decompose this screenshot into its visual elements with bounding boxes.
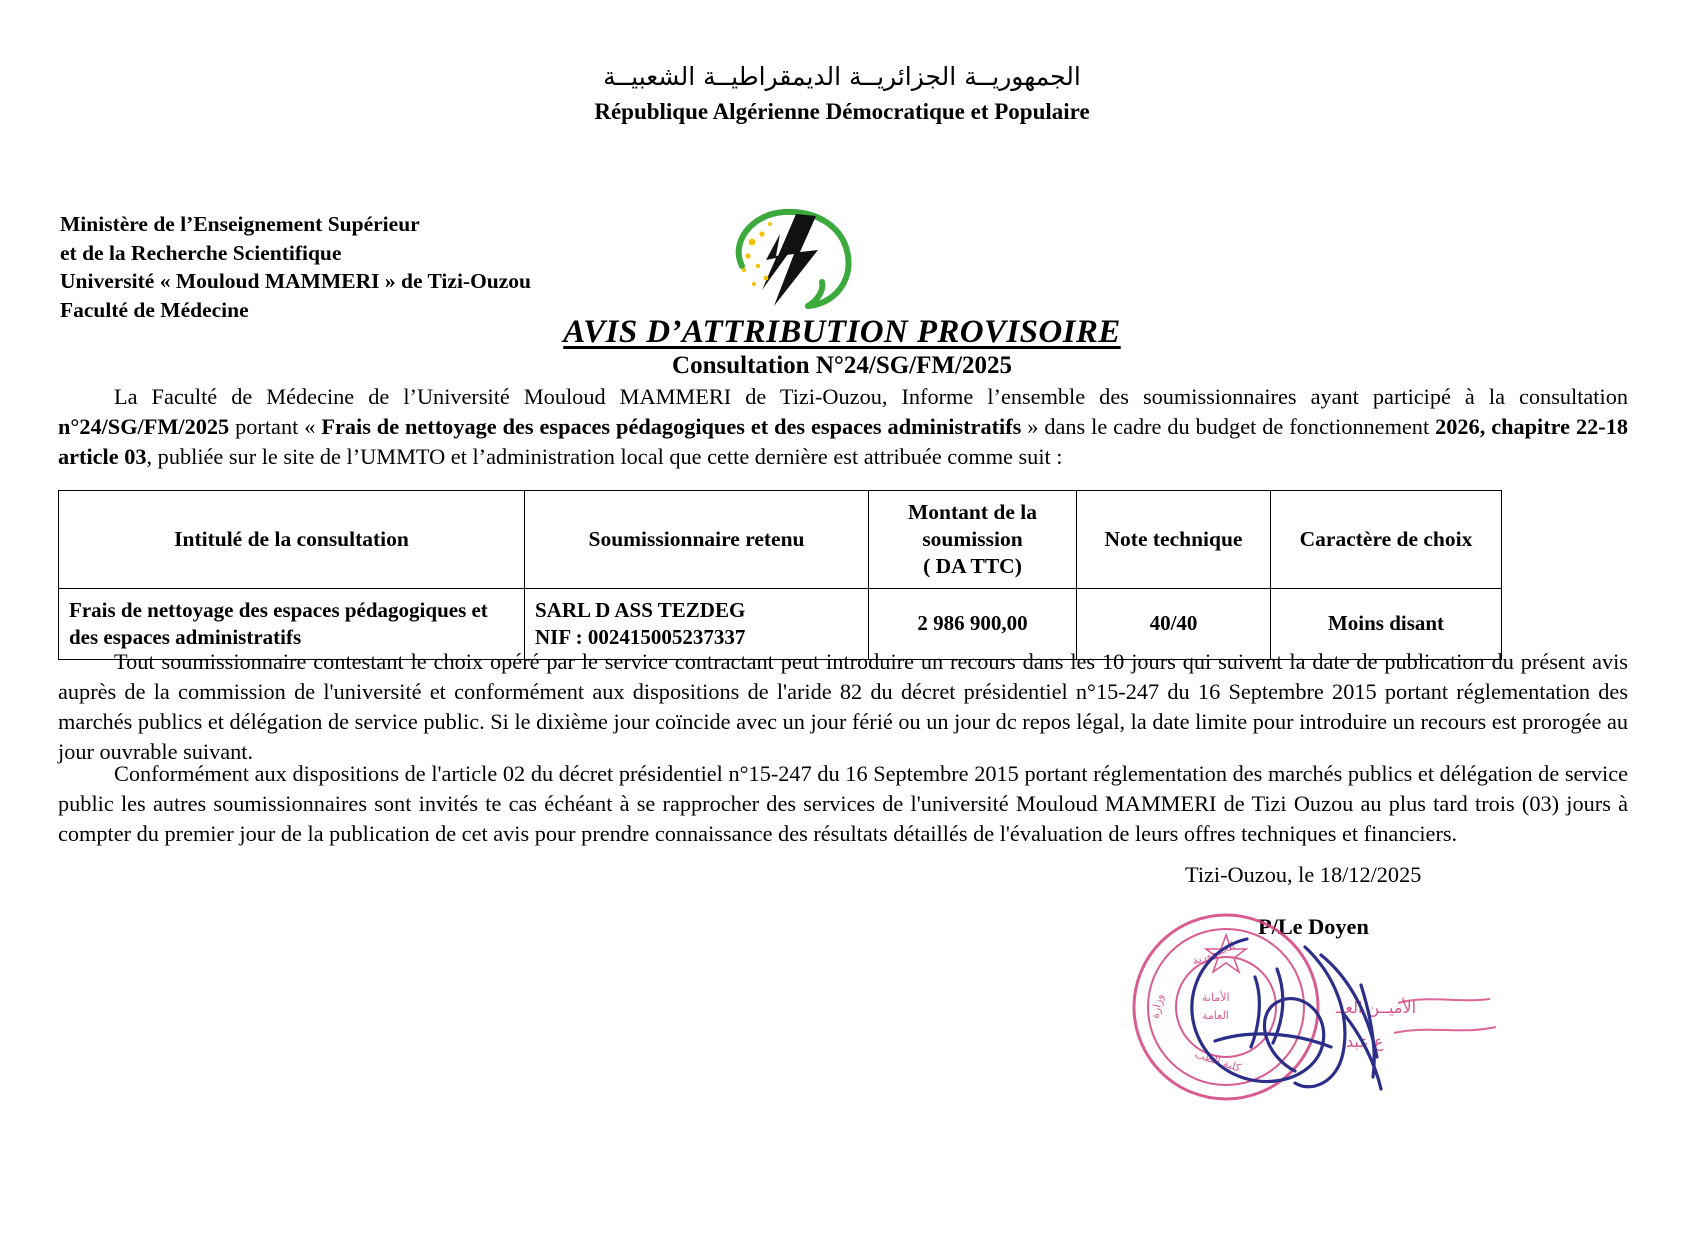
svg-text:الأميــن العــ: الأميــن العــ [1336, 998, 1417, 1017]
cell-caractere-choix: Moins disant [1271, 588, 1502, 660]
document-page [0, 62, 1684, 1253]
signer-title: P/Le Doyen [1258, 914, 1369, 939]
intro-part2: portant « [229, 413, 322, 439]
intro-reference: n°24/SG/FM/2025 [58, 413, 230, 439]
arabic-republic-line: الجمهوريــة الجزائريــة الديمقراطيــة الشعبيــة [603, 62, 1081, 91]
th-montant [869, 491, 1077, 589]
th-intitule: Intitulé de la consultation [59, 491, 525, 589]
intro-part1: La Faculté de Médecine de l’Université Mouloud MAMMERI de Tizi-Ouzou, Informe l’ensemble des soumissionnaires ayant participé à la consultation [114, 384, 1628, 409]
intro-budget: 2026, chapitre 22-18 article 03 [58, 413, 1629, 469]
intro-part3: » dans le cadre du budget de fonctionnement [1021, 413, 1436, 439]
cell-montant: 2 986 900,00 [869, 588, 1077, 660]
intro-paragraph [58, 382, 1628, 472]
th-montant-line3: ( DA TTC) [923, 553, 1022, 578]
republic-title-fr: République Algérienne Démocratique et Populaire [594, 99, 1090, 124]
intro-part4: , publiée sur le site de l’UMMTO et l’administration local que cette dernière est attribuée comme suit : [146, 443, 1063, 469]
th-caractere-choix: Caractère de choix [1271, 491, 1502, 589]
page-title: AVIS D’ATTRIBUTION PROVISOIRE [563, 314, 1121, 350]
svg-text:الأمانة: الأمانة [1202, 991, 1230, 1004]
attribution-table [58, 490, 1501, 660]
th-soumissionnaire: Soumissionnaire retenu [525, 491, 869, 589]
ummto-logo [722, 204, 862, 314]
recours-paragraph [58, 647, 1628, 767]
table-header-row [59, 491, 1502, 589]
th-montant-line1: Montant de la [908, 500, 1037, 524]
svg-text:وزارة: وزارة [1148, 992, 1167, 1020]
th-note-technique: Note technique [1077, 491, 1271, 589]
cell-soumissionnaire-nif: NIF : 002415005237337 [535, 624, 746, 649]
cell-note-technique: 40/40 [1077, 588, 1271, 660]
th-montant-line2: soumission [922, 526, 1023, 551]
cell-soumissionnaire-name: SARL D ASS TEZDEG [535, 597, 746, 622]
svg-text:الجمهورية: الجمهورية [1190, 938, 1237, 968]
place-and-date: Tizi-Ouzou, le 18/12/2025 [1185, 862, 1422, 887]
conformite-text: Conformément aux dispositions de l'article 02 du décret présidentiel n°15-247 du 16 Septembre 2015 portant réglementation des marchés publics et délégation de service public les autres soumissionnaires sont invités te cas échéant à se rapprocher des services de l'université Mouloud MAMMERI de Tizi Ouzou au plus tard trois (03) jours à compter du premier jour de la publication de cet avis pour prendre connaissance des résultats détaillés de l'évaluation de leurs offres techniques et financiers. [58, 761, 1628, 846]
cell-intitule: Frais de nettoyage des espaces pédagogiques et des espaces administratifs [59, 588, 525, 660]
svg-text:كلية الطب: كلية الطب [1193, 1047, 1243, 1075]
svg-text:العامة: العامة [1202, 1009, 1229, 1022]
ministry-block: Ministère de l’Enseignement Supérieur et de la Recherche Scientifique Université « Mouloud MAMMERI » de Tizi-Ouzou Faculté de Médecine [60, 212, 532, 322]
svg-text:ع عبد: ع عبد [1346, 1032, 1384, 1051]
handwritten-signature [1155, 917, 1485, 1112]
recours-text: Tout soumissionnaire contestant le choix opéré par le service contractant peut introduire un recours dans les 10 jours qui suivent la date de publication du présent avis auprès de la commission de l'université et conformément aux dispositions de l'aride 82 du décret présidentiel n°15-247 du 16 Septembre 2015 portant réglementation des marchés publics et délégation de service public. Si le dixième jour coïncide avec un jour férié ou un jour dc repos légal, la date limite pour introduire un recours est prorogée au jour ouvrable suivant. [58, 649, 1628, 764]
consultation-number: Consultation N°24/SG/FM/2025 [672, 352, 1012, 379]
intro-object: Frais de nettoyage des espaces pédagogiques et des espaces administratifs [321, 413, 1022, 439]
conformite-paragraph [58, 759, 1628, 849]
